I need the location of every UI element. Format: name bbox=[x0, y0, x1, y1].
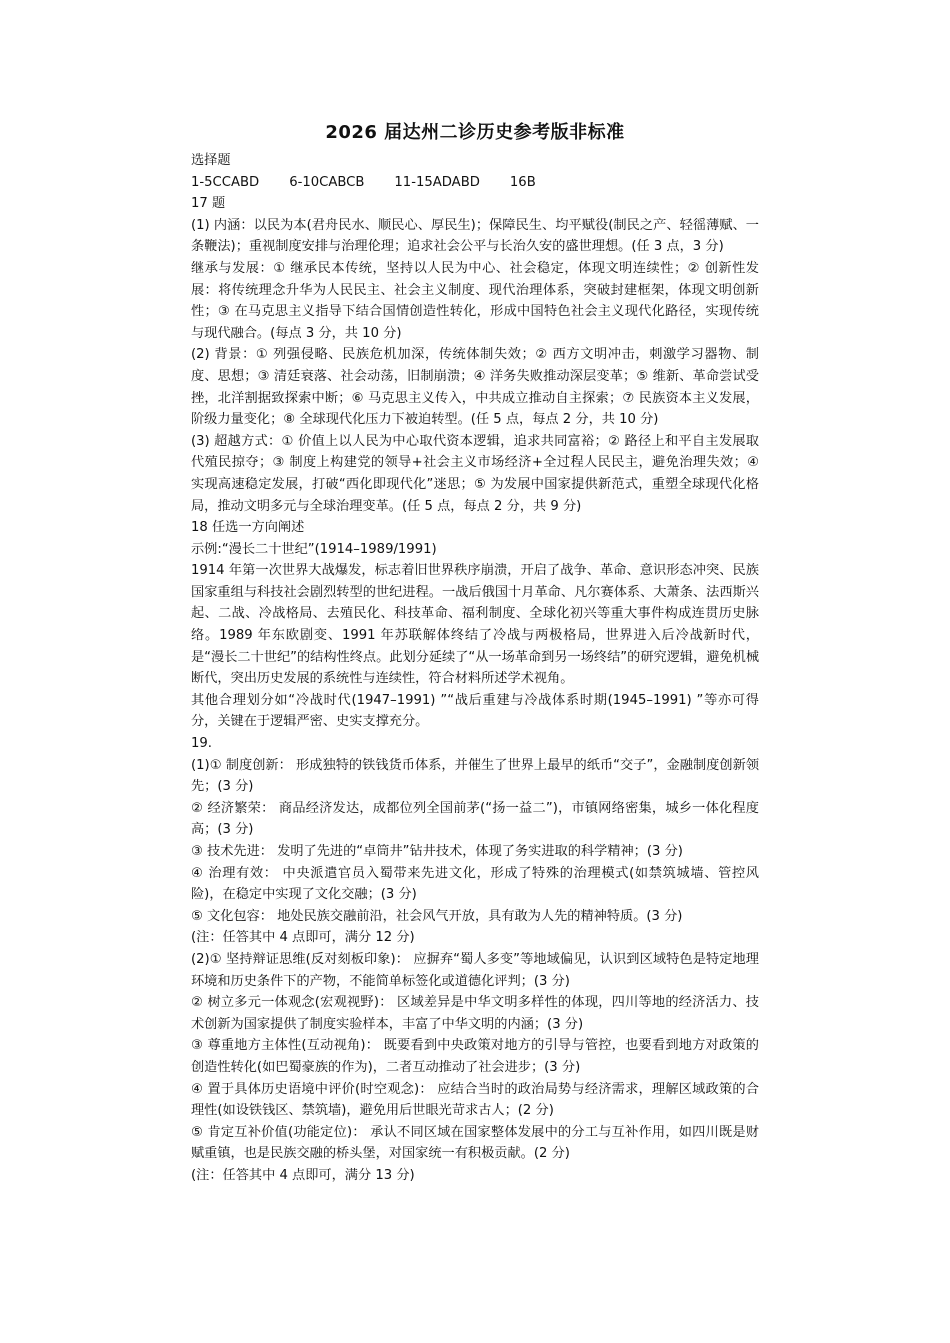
document-title: 2026 届达州二诊历史参考版非标准 bbox=[325, 122, 625, 143]
mcq-answer-group: 1-5CCABD bbox=[191, 174, 260, 190]
q19-part2-item: ② 树立多元一体观念(宏观视野)： 区域差异是中华文明多样性的体现，四川等地的经济活力、技术创新为国家提供了制度实验样本，丰富了中华文明的内涵；(3 分) bbox=[191, 995, 759, 1032]
mcq-heading: 选择题 bbox=[191, 153, 231, 168]
q19-part2-note: (注：任答其中 4 点即可，满分 13 分) bbox=[191, 1167, 415, 1183]
q18-heading: 18 任选一方向阐述 bbox=[191, 520, 305, 536]
q19-part1-item: ⑤ 文化包容： 地处民族交融前沿，社会风气开放，具有敢为人先的精神特质。(3 分) bbox=[191, 908, 683, 924]
answer-content bbox=[191, 150, 759, 1187]
q17-part2: (2) 背景：① 列强侵略、民族危机加深，传统体制失效；② 西方文明冲击，刺激学习器物、制度、思想；③ 清廷衰落、社会动荡，旧制崩溃；④ 洋务失败推动深层变革；⑤ 维新、革命尝试受挫，北洋割据致探索中断；⑥ 马克思主义传入，中共成立推动自主探索；⑦ 民族资本主义发展，阶级力量变化；⑧ 全球现代化压力下被迫转型。(任 5 点，每点 2 分，共 10 分) bbox=[191, 347, 759, 428]
q19-part2-item: (2)① 坚持辩证思维(反对刻板印象)： 应摒弃“蜀人多变”等地域偏见，认识到区域特色是特定地理环境和历史条件下的产物，不能简单标签化或道德化评判；(3 分) bbox=[191, 951, 759, 989]
q19-heading: 19. bbox=[191, 736, 212, 752]
q17-part1: (1) 内涵：以民为本(君舟民水、顺民心、厚民生)；保障民生、均平赋役(制民之产、轻徭薄赋、一条鞭法)；重视制度安排与治理伦理；追求社会公平与长治久安的盛世理想。(任 3 点，3 分) bbox=[191, 217, 759, 255]
q19-part1-item: (1)① 制度创新： 形成独特的铁钱货币体系，并催生了世界上最早的纸币“交子”，金融制度创新领先；(3 分) bbox=[191, 757, 759, 795]
q18-example: 示例:“漫长二十世纪”(1914–1989/1991) bbox=[191, 541, 437, 557]
mcq-answers bbox=[191, 172, 759, 194]
mcq-answer-group: 6-10CABCB bbox=[289, 174, 365, 190]
q18-alternative: 其他合理划分如“冷战时代(1947–1991) ”“战后重建与冷战体系时期(1945–1991) ”等亦可得分，关键在于逻辑严密、史实支撑充分。 bbox=[191, 692, 759, 730]
q17-heading: 17 题 bbox=[191, 196, 226, 212]
q19-part1-item: ② 经济繁荣： 商品经济发达，成都位列全国前茅(“扬一益二”)，市镇网络密集，城乡一体化程度高；(3 分) bbox=[191, 800, 759, 838]
mcq-answer-group: 11-15ADABD bbox=[394, 174, 480, 190]
q19-part1-item: ④ 治理有效： 中央派遣官员入蜀带来先进文化，形成了特殊的治理模式(如禁筑城墙、管控风险)，在稳定中实现了文化交融；(3 分) bbox=[191, 865, 759, 903]
q19-part2-item: ⑤ 肯定互补价值(功能定位)： 承认不同区域在国家整体发展中的分工与互补作用，如四川既是财赋重镇，也是民族交融的桥头堡，对国家统一有积极贡献。(2 分) bbox=[191, 1124, 759, 1162]
q19-part2-item: ③ 尊重地方主体性(互动视角)： 既要看到中央政策对地方的引导与管控，也要看到地方对政策的创造性转化(如巴蜀豪族的作为)，二者互动推动了社会进步；(3 分) bbox=[191, 1038, 759, 1075]
q17-inheritance: 继承与发展：① 继承民本传统，坚持以人民为中心、社会稳定，体现文明连续性；② 创新性发展：将传统理念升华为人民民主、社会主义制度、现代治理体系，突破封建框架，体现文明创新性；③ 在马克思主义指导下结合国情创造性转化，形成中国特色社会主义现代化路径，实现传统与现代融合。(每点 3 分，共 10 分) bbox=[191, 260, 759, 341]
mcq-answer-group: 16B bbox=[509, 174, 536, 190]
q17-part3: (3) 超越方式：① 价值上以人民为中心取代资本逻辑，追求共同富裕；② 路径上和平自主发展取代殖民掠夺；③ 制度上构建党的领导+社会主义市场经济+全过程人民民主，避免治理失效；④ 实现高速稳定发展，打破“西化即现代化”迷思；⑤ 为发展中国家提供新范式，重塑全球现代化格局，推动文明多元与全球治理变革。(任 5 点，每点 2 分，共 9 分) bbox=[191, 433, 759, 514]
q19-part2-item: ④ 置于具体历史语境中评价(时空观念)： 应结合当时的政治局势与经济需求，理解区域政策的合理性(如设铁钱区、禁筑墙)，避免用后世眼光苛求古人；(2 分) bbox=[191, 1081, 759, 1119]
q19-part1-item: ③ 技术先进： 发明了先进的“卓筒井”钻井技术，体现了务实进取的科学精神；(3 分) bbox=[191, 844, 683, 859]
q18-paragraph: 1914 年第一次世界大战爆发，标志着旧世界秩序崩溃，开启了战争、革命、意识形态冲突、民族国家重组与科技社会剧烈转型的世纪进程。一战后俄国十月革命、凡尔赛体系、大萧条、法西斯兴起、二战、冷战格局、去殖民化、科技革命、福利制度、全球化初兴等重大事件构成连贯历史脉络。1989 年东欧剧变、1991 年苏联解体终结了冷战与两极格局，世界进入后冷战新时代，是“漫长二十世纪”的结构性终点。此划分延续了“从一场革命到另一场终结”的研究逻辑，避免机械断代，突出历史发展的系统性与连续性，符合材料所述学术视角。 bbox=[191, 563, 760, 687]
q19-part1-note: (注：任答其中 4 点即可，满分 12 分) bbox=[191, 930, 415, 946]
